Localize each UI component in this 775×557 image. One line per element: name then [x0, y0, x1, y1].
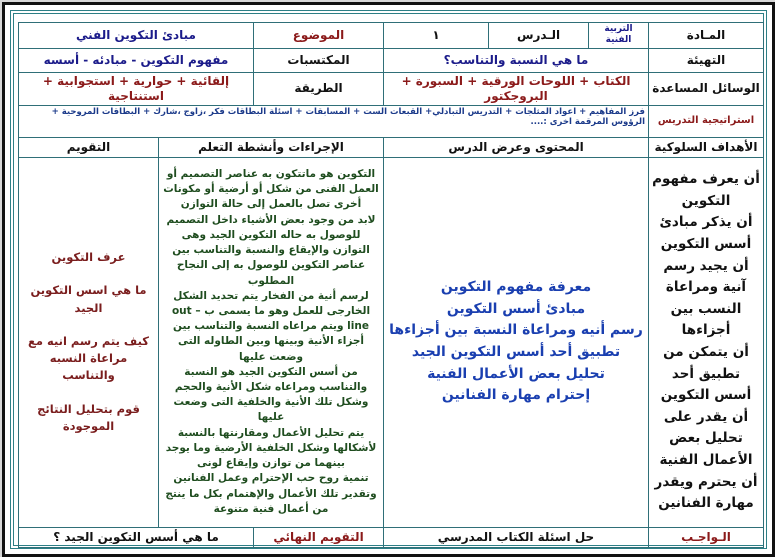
acquired-value: مفهوم التكوين - مبادئه - أسسه — [19, 48, 254, 72]
objective-item: أن يعرف مفهوم التكوين — [652, 171, 760, 209]
lesson-label: الـدرس — [489, 23, 589, 49]
content-item: مبادئ أسس التكوين — [446, 300, 586, 317]
objective-item: أن يجيد رسم آنية ومراعاة النسب بين أجزاءها — [663, 257, 749, 339]
subject-value: التربية الفنية — [589, 23, 649, 49]
procedure-item: يتم تحليل الأعمال ومقارنتها بالنسبة لأشكالها وشكل الخلفية الأرضية وما يوجد بينهما من توازن وإيقاع لونى — [165, 426, 377, 470]
intro-label: التهيئة — [649, 48, 764, 72]
evaluation-header: التقويم — [19, 137, 159, 157]
homework-label: الـواجـب — [649, 527, 764, 547]
intro-value: ما هي النسبة والتناسب؟ — [384, 48, 649, 72]
content-item: تحليل بعض الأعمال الفنية — [427, 365, 605, 382]
lesson-value: ١ — [384, 23, 489, 49]
evaluation-item: عرف التكوين — [51, 250, 126, 264]
evaluation-cell — [19, 157, 159, 527]
content-item: تطبيق أحد أسس التكوين الجيد — [411, 344, 621, 360]
strategy-value: فرز المفاهيم + اعواد المثلجات + التدريس التبادلي+ القبعات الست + المسابقات + اسئلة البطاقات فكر ،زاوج ،شارك + البطاقات المروحية + الرؤوس المرقمة اخرى :.... — [19, 105, 649, 137]
procedure-item: التكوين هو ماتتكون به عناصر التصميم أو العمل الفنى من شكل أو أرضية أو مكونات أخرى تصل بالعمل إلى حالة التوازن — [163, 167, 379, 211]
content-header: المحتوى وعرض الدرس — [384, 137, 649, 157]
final-eval-label: التقويم النهائي — [254, 527, 384, 547]
evaluation-item: ما هي اسس التكوين الجيد — [30, 283, 147, 315]
evaluation-item: قوم بتحليل النتائج الموجودة — [37, 401, 140, 433]
homework-value: حل اسئلة الكتاب المدرسي — [384, 527, 649, 547]
procedure-item: لابد من وجود بعض الأشياء داخل التصميم للوصول به حاله التكوين الجيد وهى التوازن والإيقاع والنسبة والتناسب بين عناصر التكوين للوصول به إلى النجاح المطلوب — [166, 213, 376, 287]
strategy-label: استراتيجية التدريس — [649, 105, 764, 137]
topic-label: الموضوع — [254, 23, 384, 49]
content-item: معرفة مفهوم التكوين — [440, 278, 592, 295]
method-value: إلقائية + حوارية + استجوابية + استنتاجية — [19, 72, 254, 105]
content-item: إحترام مهارة الفنانين — [441, 387, 591, 404]
evaluation-item: كيف يتم رسم انيه مع مراعاة النسبه والتناسب — [28, 333, 149, 383]
acquired-label: المكتسبات — [254, 48, 384, 72]
topic-value: مبادئ التكوين الفني — [19, 23, 254, 49]
aids-value: الكتاب + اللوحات الورقية + السبورة + البروجكتور — [384, 72, 649, 105]
procedure-item: تنمية روح حب الإحترام وعمل الفنانين وتقدير تلك الأعمال والإهتمام بكل ما ينتج من أعمال فنية متنوعة — [165, 472, 377, 515]
page-frame — [2, 2, 775, 557]
objective-item: أن يقدر على تحليل بعض الأعمال الفنية — [659, 408, 753, 468]
objective-item: أن يتمكن من تطبيق أحد أسس التكوين — [660, 344, 752, 404]
content-cell — [384, 157, 649, 527]
final-eval-value: ما هي أسس التكوين الجيد ؟ — [19, 527, 254, 547]
objective-item: أن يذكر مبادئ أسس التكوين — [659, 214, 753, 253]
procedures-header: الإجراءات وأنشطة التعلم — [159, 137, 384, 157]
procedure-item: لرسم أنية من الفخار يتم تحديد الشكل الخارجى للعمل وهو ما يسمى ب out – line ويتم مراعاه النسبة والتناسب بين أجزاء الأنية وبينها وبين الطاوله التى وضعت عليها — [171, 289, 371, 363]
inner-frame — [10, 10, 767, 549]
content-item: رسم أنيه ومراعاة النسبة بين أجزاءها — [389, 322, 643, 339]
procedure-item: من أسس التكوين الجيد هو النسبة والتناسب ومراعاه شكل الأنية والحجم وشكل تلك الأنية والخلفية التى وضعت عليها — [173, 365, 369, 424]
subject-label: المـادة — [649, 23, 764, 49]
objectives-header: الأهداف السلوكية — [649, 137, 764, 157]
lesson-plan-table — [18, 22, 764, 548]
objectives-cell — [649, 157, 764, 527]
objective-item: أن يحترم ويقدر مهارة الفنانين — [654, 473, 758, 512]
procedures-cell — [159, 157, 384, 527]
aids-label: الوسائل المساعدة — [649, 72, 764, 105]
method-label: الطريقة — [254, 72, 384, 105]
